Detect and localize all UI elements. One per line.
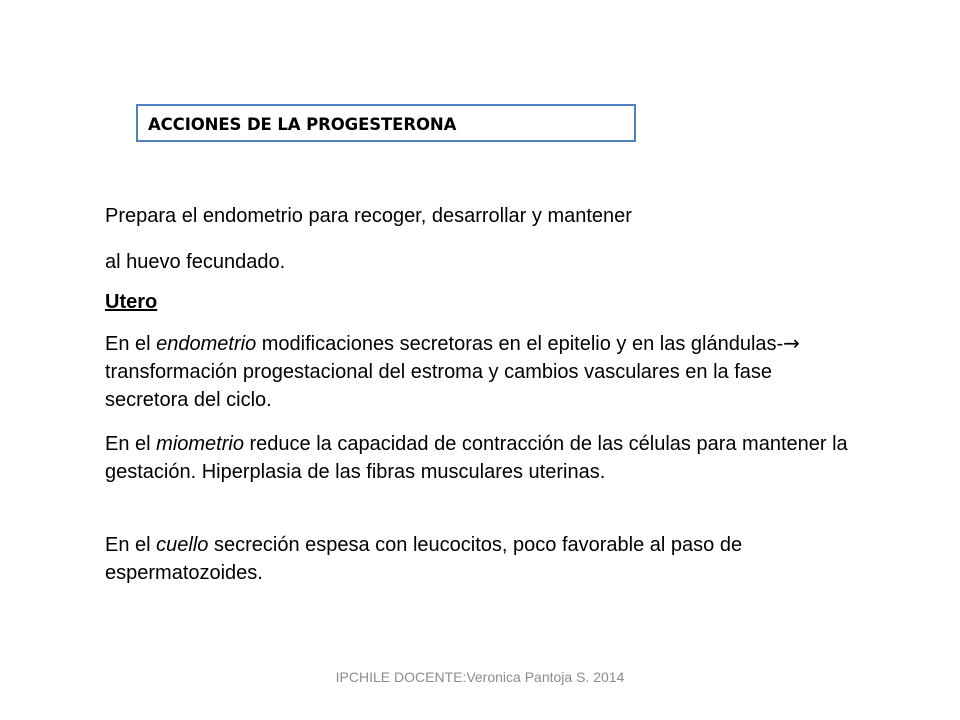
slide-title: ACCIONES DE LA PROGESTERONA xyxy=(148,115,457,134)
text-segment: En el xyxy=(105,333,157,355)
term-cuello: cuello xyxy=(156,534,209,556)
section-heading-utero: Utero xyxy=(105,291,158,313)
paragraph-endometrio xyxy=(105,329,855,414)
paragraph-miometrio xyxy=(105,430,855,486)
text-segment: En el xyxy=(105,433,157,455)
arrow-right-icon: → xyxy=(783,331,800,355)
term-endometrio: endometrio xyxy=(156,333,257,355)
text-segment: transformación progestacional del estroma y cambios vasculares en la fase secretora del ciclo. xyxy=(105,361,772,411)
term-miometrio: miometrio xyxy=(156,433,244,455)
paragraph-intro-line2: al huevo fecundado. xyxy=(105,251,286,273)
title-box xyxy=(136,104,636,142)
paragraph-intro-line1: Prepara el endometrio para recoger, desarrollar y mantener xyxy=(105,205,632,227)
text-segment: secreción espesa con leucocitos, poco favorable al paso de espermatozoides. xyxy=(105,534,743,584)
text-segment: reduce la capacidad de contracción de las células para mantener la gestación. Hiperplasia de las fibras musculares uterinas. xyxy=(105,433,848,483)
text-segment: En el xyxy=(105,534,157,556)
text-segment: modificaciones secretoras en el epitelio y en las glándulas- xyxy=(256,333,784,355)
footer-credit: IPCHILE DOCENTE:Veronica Pantoja S. 2014 xyxy=(335,669,625,685)
paragraph-cuello xyxy=(105,531,855,587)
